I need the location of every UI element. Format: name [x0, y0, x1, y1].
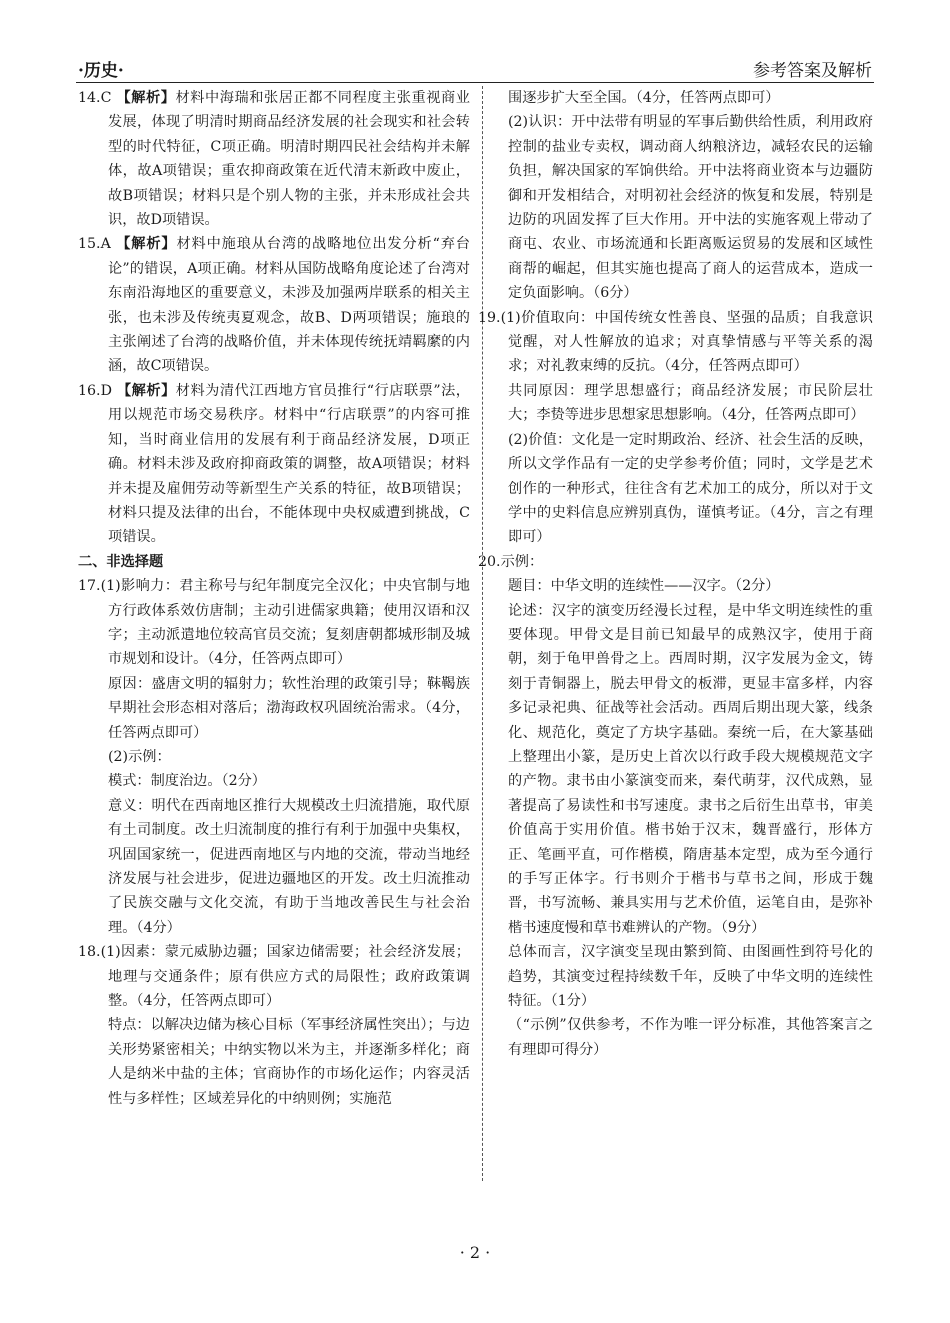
section-heading: 二、非选择题	[78, 553, 164, 570]
answer-20-label: 20.示例：	[478, 553, 544, 570]
answer-19-reasons: 共同原因：理学思想盛行；商品经济发展；市民阶层壮大；李贽等进步思想家思想影响。（4分，任答两点即可）	[508, 382, 873, 424]
answer-15: 15.A 【解析】材料中施琅从台湾的战略地位出发分析“弃台论”的错误，A项正确。材料从国防战略角度论述了台湾对东南沿海地区的重要意义，未涉及加强两岸联系的相关主张，也未涉及传统夷夏观念，故B、D两项错误；施琅的主张阐述了台湾的战略价值，并未体现传统抚靖羁縻的内涵，故C项错误。	[78, 236, 470, 375]
answer-18-features-cont: 围逐步扩大至全国。（4分，任答两点即可）	[508, 90, 780, 106]
page-number: · 2 ·	[459, 1243, 491, 1262]
column-divider	[482, 86, 483, 1181]
answer-20-argument: 论述：汉字的演变历经漫长过程，是中华文明连续性的重要体现。甲骨文是目前已知最早的成熟汉字，使用于商朝，刻于龟甲兽骨之上。西周时期，汉字发展为金文，铸刻于青铜器上，脱去甲骨文的板滞，更显丰富多样，内容多记录祀典、征战等社会活动。西周后期出现大篆，线条化、规范化，奠定了方块字基础。秦统一后，在大篆基础上整理出小篆，是历史上首次以行政手段大规模规范文字的产物。隶书由小篆演变而来，秦代萌芽，汉代成熟，显著提高了易读性和书写速度。隶书之后衍生出草书，审美价值高于实用价值。楷书始于汉末，魏晋盛行，形体方正、笔画平直，可作楷模，隋唐基本定型，成为至今通行的手写正体字。行书则介于楷书与草书之间，形成于魏晋，书写流畅、兼具实用与艺术价值，运笔自由，是弥补楷书速度慢和草书难辨认的产物。（9分）	[508, 602, 873, 936]
answer-18-part2: (2)认识：开中法带有明显的军事后勤供给性质，利用政府控制的盐业专卖权，调动商人纳粮济边，减轻农民的运输负担，解决国家的军饷供给。开中法将商业资本与边疆防御和开发相结合，对明初社会经济的恢复和发展，特别是边防的巩固发挥了巨大作用。开中法的实施客观上带动了商屯、农业、市场流通和长距离贩运贸易的发展和区域性商帮的崛起，但其实施也提高了商人的运营成本，造成一定负面影响。（6分）	[508, 114, 873, 302]
answer-17-part1: 17.(1)影响力：君主称号与纪年制度完全汉化；中央官制与地方行政体系效仿唐制；主动引进儒家典籍；使用汉语和汉字；主动派遣地位较高官员交流；复刻唐朝都城形制及城市规划和设计。（4分，任答两点即可）	[78, 578, 470, 668]
answer-14: 14.C 【解析】材料中海瑞和张居正都不同程度主张重视商业发展，体现了明清时期商品经济发展的社会现实和社会转型的时代特征，C项正确。明清时期四民社会结构并未解体，故A项错误；重农抑商政策在近代清末新政中废止，故B项错误；材料只是个别人物的主张，并未形成社会共识，故D项错误。	[78, 90, 470, 229]
answer-18-features: 特点：以解决边储为核心目标（军事经济属性突出）；与边关形势紧密相关；中纳实物以米为主，并逐渐多样化；商人是纳米中盐的主体；官商协作的市场化运作；内容灵活性与多样性；区域差异化的中纳则例；实施范	[108, 1017, 470, 1107]
answer-20-note: （“示例”仅供参考，不作为唯一评分标准，其他答案言之有理即可得分）	[508, 1017, 873, 1058]
answer-17-example: (2)示例：	[108, 748, 171, 765]
answer-19-part1: 19.(1)价值取向：中国传统女性善良、坚强的品质；自我意识觉醒，对人性解放的追求；对真挚情感与平等关系的渴求；对礼教束缚的反抗。（4分，任答两点即可）	[478, 309, 873, 375]
doc-title: 参考答案及解析	[753, 61, 872, 81]
answer-17-mode: 模式：制度治边。（2分）	[108, 773, 266, 790]
answer-18-part1: 18.(1)因素：蒙元威胁边疆；国家边储需要；社会经济发展；地理与交通条件；原有供应方式的局限性；政府政策调整。（4分，任答两点即可）	[78, 944, 470, 1010]
right-column	[478, 86, 873, 1062]
answer-20-summary: 总体而言，汉字演变呈现由繁到简、由图画性到符号化的趋势，其演变过程持续数千年，反映了中华文明的连续性特征。（1分）	[508, 944, 873, 1010]
answer-16: 16.D 【解析】材料为清代江西地方官员推行“行店联票”法，用以规范市场交易秩序。材料中“行店联票”的内容可推知，当时商业信用的发展有利于商品经济发展，D项正确。材料未涉及政府抑商政策的调整，故A项错误；材料并未提及雇佣劳动等新型生产关系的特征，故B项错误；材料只提及法律的出台，不能体现中央权威遭到挑战，C项错误。	[78, 382, 470, 546]
answer-19-part2: (2)价值：文化是一定时期政治、经济、社会生活的反映，所以文学作品有一定的史学参考价值；同时，文学是艺术创作的一种形式，往往含有艺术加工的成分，所以对于文学中的史料信息应辨别真伪，谨慎考证。（4分，言之有理即可）	[508, 431, 873, 546]
left-column	[78, 86, 470, 1111]
header-divider	[76, 82, 874, 83]
answer-20-title: 题目：中华文明的连续性——汉字。（2分）	[508, 578, 780, 595]
answer-17-meaning: 意义：明代在西南地区推行大规模改土归流措施，取代原有土司制度。改土归流制度的推行有利于加强中央集权，巩固国家统一，促进西南地区与内地的交流，带动当地经济发展与社会进步，促进边疆地区的开发。改土归流推动了民族交融与文化交流，有助于当地改善民生与社会治理。（4分）	[108, 797, 470, 936]
answer-17-reasons: 原因：盛唐文明的辐射力；软性治理的政策引导；靺鞨族早期社会形态相对落后；渤海政权巩固统治需求。（4分，任答两点即可）	[108, 675, 470, 741]
subject-label: ·历史·	[78, 61, 124, 81]
